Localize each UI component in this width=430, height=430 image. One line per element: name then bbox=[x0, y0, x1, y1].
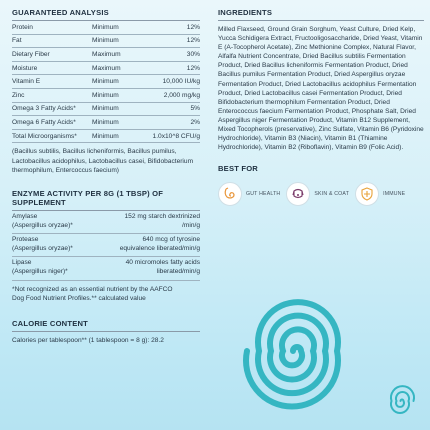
nutrient-value: 5% bbox=[190, 105, 200, 113]
nutrient-name: Vitamin E bbox=[12, 78, 41, 86]
enzyme-source: (Aspergillus oryzae)* bbox=[12, 221, 73, 229]
analysis-row bbox=[12, 48, 200, 62]
best-for-skin-coat bbox=[286, 182, 349, 206]
aafco-footnote-line1: *Not recognized as an essential nutrient by the AAFCO bbox=[12, 285, 173, 293]
enzyme-value: 40 micromoles fatty acids bbox=[125, 259, 200, 267]
enzyme-name: Lipase bbox=[12, 259, 32, 267]
large-swirl-logo bbox=[232, 286, 362, 416]
nutrient-value: 12% bbox=[186, 37, 200, 45]
best-for-label: GUT HEALTH bbox=[246, 191, 281, 198]
nutrient-value: 12% bbox=[186, 23, 200, 31]
best-for-label: SKIN & COAT bbox=[314, 191, 350, 198]
dog-icon bbox=[286, 182, 310, 206]
enzyme-activity-title: ENZYME ACTIVITY PER 8G (1 TBSP) OF SUPPLEMENT bbox=[12, 189, 200, 211]
best-for-title: BEST FOR bbox=[218, 164, 258, 174]
analysis-row bbox=[12, 116, 200, 130]
nutrient-value: 10,000 IU/kg bbox=[162, 78, 200, 86]
analysis-row bbox=[12, 103, 200, 117]
nutrient-name: Dietary Fiber bbox=[12, 50, 50, 58]
enzyme-row bbox=[12, 211, 200, 234]
best-for-label: IMMUNE bbox=[383, 191, 406, 198]
analysis-table bbox=[12, 21, 200, 143]
aafco-footnote-line2: Dog Food Nutrient Profiles.** calculated value bbox=[12, 294, 146, 302]
ingredients-title: INGREDIENTS bbox=[218, 8, 424, 21]
left-column bbox=[12, 0, 200, 345]
enzyme-unit: liberated/min/g bbox=[156, 267, 200, 275]
nutrient-qualifier: Maximum bbox=[92, 64, 121, 72]
enzyme-unit: equivalence liberated/min/g bbox=[119, 244, 200, 252]
guaranteed-analysis-title: GUARANTEED ANALYSIS bbox=[12, 8, 200, 21]
enzyme-row bbox=[12, 257, 200, 280]
nutrient-qualifier: Minimum bbox=[92, 105, 119, 113]
right-column bbox=[218, 0, 424, 206]
enzyme-name: Protease bbox=[12, 236, 39, 244]
microorganism-note: (Bacillus subtilis, Bacillus licheniformis, Bacillus pumilus, Lactobacillus acidophilus, Lactobacillus casei, Bifidobacterium thermophilum, Entercoccus faecium) bbox=[12, 148, 194, 174]
enzyme-value: 640 mcg of tyrosine bbox=[142, 236, 200, 244]
best-for-gut-health bbox=[218, 182, 280, 206]
nutrient-qualifier: Minimum bbox=[92, 91, 119, 99]
best-for-list bbox=[218, 182, 424, 206]
nutrient-name: Moisture bbox=[12, 64, 38, 72]
nutrient-name: Fat bbox=[12, 37, 22, 45]
analysis-row bbox=[12, 21, 200, 35]
nutrient-qualifier: Minimum bbox=[92, 78, 119, 86]
ingredients-text: Milled Flaxseed, Ground Grain Sorghum, Yeast Culture, Dried Kelp, Yucca Schidigera Extract, Fructooligosaccharide, Dried Yeast, Vitamin E (A-Tocopherol Acetate), Zinc Methionine Complex, Natural Flavor, Alfalfa Nutrient Concentrate, Dried Bacillus subtilis Fermentation Product, Dried Bacillus licheniformis Fermentation Product, Dried Bacillus pumilus Fermentation Product, Dried Aspergillus oryzae Fermentation Product, Dried Lactobacillus acidophilus Fermentation Product, Dried Lactobacillus casei Fermentation Product, Dried Bifidobacterium thermophilum Fermentation Product, Dried Enterococcus faecium Fermentation Product, Phosphate Salt, Dried Aspergillus niger Fermentation Product, Vitamin B12 Supplement, Mixed Tocopherols (preservative), Zinc Sulfate, Vitamin B6 (Pyridoxine Hydrochloride), Vitamin B3 (Niacin), Vitamin B1 (Thiamine Hydrochloride), Vitamin B2 (Riboflavin), Vitamin B9 (Folic Acid). bbox=[218, 26, 424, 152]
enzyme-value: 152 mg starch dextrinized bbox=[124, 212, 200, 220]
nutrient-name: Total Microorganisms* bbox=[12, 132, 77, 140]
nutrient-value: 30% bbox=[186, 50, 200, 58]
nutrient-name: Zinc bbox=[12, 91, 25, 99]
analysis-row bbox=[12, 89, 200, 103]
calorie-content-title: CALORIE CONTENT bbox=[12, 319, 200, 332]
enzyme-row bbox=[12, 234, 200, 257]
shield-icon bbox=[355, 182, 379, 206]
nutrient-value: 2% bbox=[190, 118, 200, 126]
enzyme-unit: /min/g bbox=[182, 221, 200, 229]
gut-icon bbox=[218, 182, 242, 206]
nutrient-name: Omega 3 Fatty Acids* bbox=[12, 105, 76, 113]
nutrient-qualifier: Maximum bbox=[92, 50, 121, 58]
nutrient-qualifier: Minimum bbox=[92, 132, 119, 140]
analysis-row bbox=[12, 75, 200, 89]
best-for-immune bbox=[355, 182, 405, 206]
nutrient-value: 12% bbox=[186, 64, 200, 72]
nutrient-value: 2,000 mg/kg bbox=[163, 91, 200, 99]
analysis-row bbox=[12, 35, 200, 49]
enzyme-source: (Aspergillus oryzae)* bbox=[12, 244, 73, 252]
nutrient-value: 1.0x10^8 CFU/g bbox=[152, 132, 200, 140]
nutrient-name: Omega 6 Fatty Acids* bbox=[12, 118, 76, 126]
analysis-row bbox=[12, 130, 200, 144]
enzyme-table bbox=[12, 211, 200, 281]
analysis-row bbox=[12, 62, 200, 76]
nutrient-name: Protein bbox=[12, 23, 33, 31]
calorie-content-text: Calories per tablespoon** (1 tablespoon = 8 g): 28.2 bbox=[12, 336, 164, 344]
nutrient-qualifier: Minimum bbox=[92, 23, 119, 31]
enzyme-source: (Aspergillus niger)* bbox=[12, 267, 68, 275]
nutrient-qualifier: Minimum bbox=[92, 37, 119, 45]
small-swirl-logo bbox=[386, 385, 418, 417]
enzyme-name: Amylase bbox=[12, 212, 38, 220]
nutrient-qualifier: Minimum bbox=[92, 118, 119, 126]
